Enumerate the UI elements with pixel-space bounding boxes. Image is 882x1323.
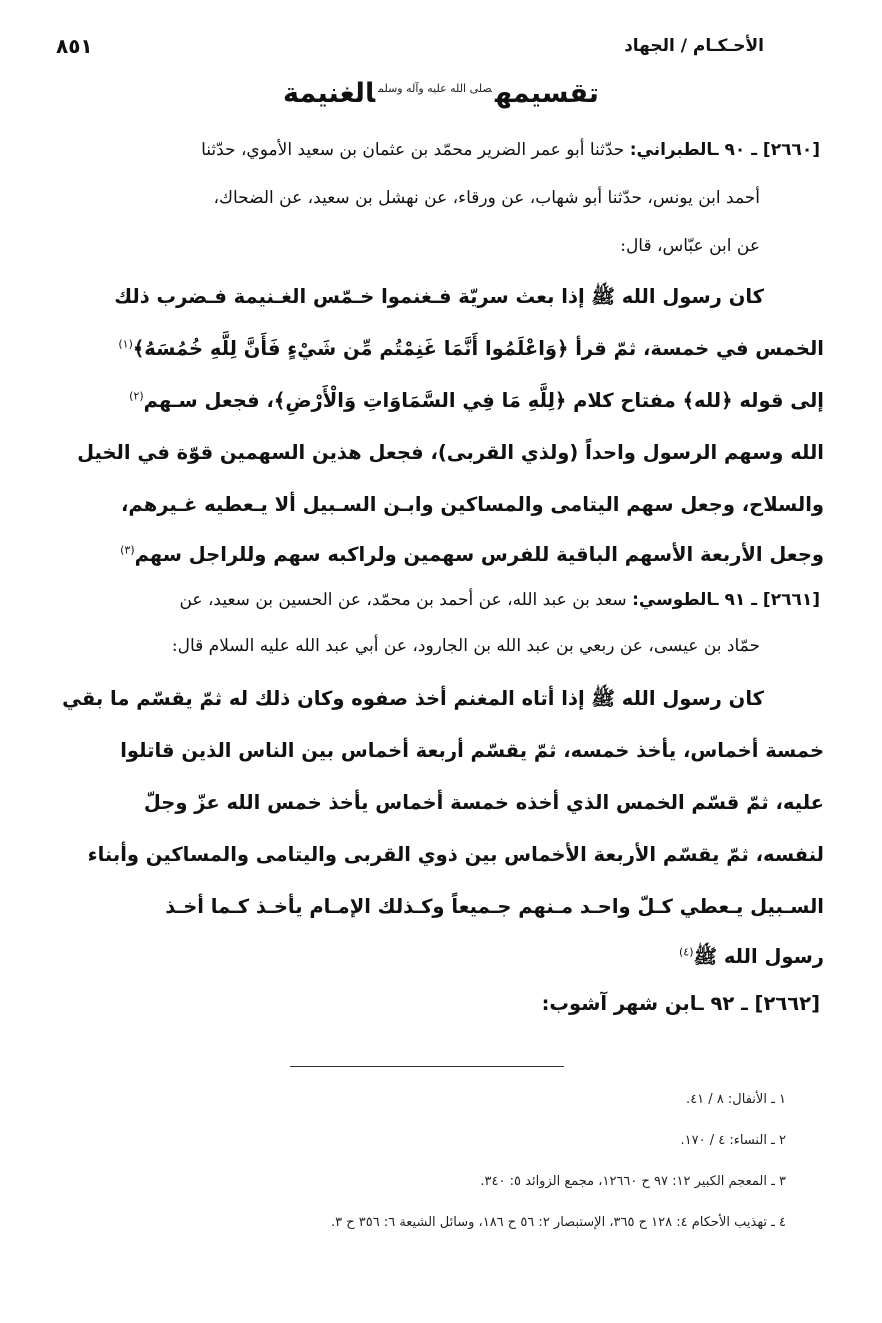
footnote-4: ٤ ـ تهذيب الأحكام ٤: ١٢٨ ح ٣٦٥، الإستبصار ٢: ٥٦ ح ١٨٦، وسائل الشيعة ٦: ٣٥٦ ح ٣. xyxy=(330,1215,786,1230)
footnote-ref: (٤) xyxy=(679,945,694,959)
text-line: والسلاح، وجعل سهم اليتامى والمساكين وابـن السـبيل ألا يـعطيه غـيرهم، xyxy=(121,493,824,516)
text-line xyxy=(542,992,820,1015)
footnote-3: ٣ ـ المعجم الكبير ١٢: ٩٧ ح ١٢٦٦٠، مجمع الزوائد ٥: ٣٤٠. xyxy=(480,1174,786,1189)
text-line: كان رسول الله ﷺ إذا أتاه المغنم أخذ صفوه وكان ذلك له ثمّ يقسّم ما بقي xyxy=(62,687,764,710)
footnote-separator xyxy=(290,1066,564,1067)
heading-text-1: تقسيمه xyxy=(494,78,599,109)
footnote-2: ٢ ـ النساء: ٤ / ١٧٠. xyxy=(680,1133,786,1148)
hadith-2662-heading xyxy=(50,992,820,1022)
chain-line xyxy=(201,142,820,159)
footnote-ref: (٣) xyxy=(120,543,135,557)
text-line: لنفسه، ثمّ يقسّم الأربعة الأخماس بين ذوي القربى واليتامى والمساكين وأبناء xyxy=(87,843,824,866)
footnote-ref: (١) xyxy=(118,337,133,351)
text-line: خمسة أخماس، يأخذ خمسه، ثمّ يقسّم أربعة أخماس بين الناس الذين قاتلوا xyxy=(120,739,824,762)
chain-text: سعد بن عبد الله، عن أحمد بن محمّد، عن الحسين بن سعيد، عن xyxy=(179,590,627,610)
hadith-2660-chain xyxy=(50,142,820,274)
hadith-number: [٢٦٦٢] ـ ٩٢ ـ xyxy=(697,992,820,1015)
chain-text: حدّثنا أبو عمر الضرير محمّد بن عثمان بن سعيد الأموي، حدّثنا xyxy=(201,140,625,160)
chain-line xyxy=(179,592,820,609)
footnote-ref: (٢) xyxy=(129,389,144,403)
hadith-source: ابن شهر آشوب: xyxy=(541,992,698,1015)
page-number: ٨٥١ xyxy=(56,34,93,58)
chain-line: أحمد ابن يونس، حدّثنا أبو شهاب، عن ورقاء، عن نهشل بن سعيد، عن الضحاك، xyxy=(213,188,760,208)
salutation-glyph: صلى الله عليه وآله وسلم xyxy=(378,82,492,95)
hadith-2661-text xyxy=(50,687,824,977)
text-line: عليه، ثمّ قسّم الخمس الذي أخذه خمسة أخماس يأخذ خمس الله عزّ وجلّ xyxy=(143,791,824,814)
text-line: كان رسول الله ﷺ إذا بعث سريّة فـغنموا خـمّس الغـنيمة فـضرب ذلك xyxy=(114,285,764,308)
heading-text-2: الغنيمة xyxy=(283,78,376,109)
text-line: إلى قوله ﴿لله﴾ مفتاح كلام ﴿لِلَّهِ مَا فِي السَّمَاوَاتِ وَالْأَرْضِ﴾، فجعل سـهم$^{(٢)}$ xyxy=(129,389,824,412)
text-line: الخمس في خمسة، ثمّ قرأ ﴿وَاعْلَمُوا أَنَّمَا غَنِمْتُم مِّن شَيْءٍ فَأَنَّ لِلَّهِ خُمُسَهُ﴾$^{(١)}$ xyxy=(118,337,824,360)
running-header: الأحـكـام / الجهاد xyxy=(624,36,764,56)
footnote-1: ١ ـ الأنفال: ٨ / ٤١. xyxy=(686,1092,786,1107)
hadith-2661-chain xyxy=(50,592,820,672)
hadith-2660-text xyxy=(50,285,824,575)
hadith-source: الطوسي: xyxy=(632,590,713,610)
chain-line: عن ابن عبّاس، قال: xyxy=(620,236,760,256)
hadith-number: [٢٦٦١] ـ ٩١ ـ xyxy=(712,590,820,610)
text-line: وجعل الأربعة الأسهم الباقية للفرس سهمين ولراكبه سهم وللراجل سهم$^{(٣)}$ xyxy=(120,543,824,566)
hadith-number: [٢٦٦٠] ـ ٩٠ ـ xyxy=(712,140,820,160)
text-line: الله وسهم الرسول واحداً (ولذي القربى)، فجعل هذين السهمين قوّة في الخيل xyxy=(77,441,824,464)
hadith-source: الطبراني: xyxy=(629,140,713,160)
text-line: رسول الله ﷺ$^{(٤)}$ xyxy=(679,945,824,968)
section-heading xyxy=(0,78,882,109)
chain-line: حمّاد بن عيسى، عن ربعي بن عبد الله بن الجارود، عن أبي عبد الله عليه السلام قال: xyxy=(171,636,760,656)
text-line: السـبيل يـعطي كـلّ واحـد مـنهم جـميعاً وكـذلك الإمـام يأخـذ كـما أخـذ xyxy=(165,895,824,918)
